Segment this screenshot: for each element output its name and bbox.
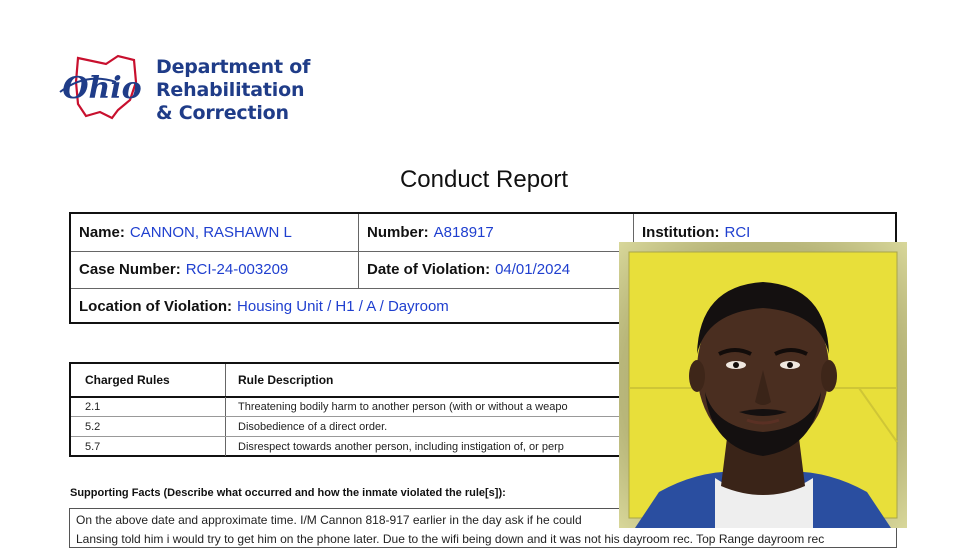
inmate-photo (619, 242, 907, 528)
department-name (156, 56, 310, 125)
supporting-facts-line-2: Lansing told him i would try to get him on the phone later. Due to the wifi being down and it was not his dayroom rec. Top Range dayroom rec (76, 532, 825, 546)
violation-date-value: 04/01/2024 (495, 261, 571, 278)
supporting-facts-label: Supporting Facts (Describe what occurred and how the inmate violated the rule[s]): (70, 487, 506, 499)
department-line-2: Rehabilitation (156, 79, 305, 101)
charged-rules-header: Charged Rules (71, 364, 226, 396)
supporting-facts-line-1: On the above date and approximate time. I/M Cannon 818-917 earlier in the day ask if he could (76, 513, 582, 527)
odrc-logo (56, 52, 316, 124)
case-number-cell (71, 251, 359, 288)
case-number-value: RCI-24-003209 (185, 261, 289, 278)
ohio-map-logo-icon (56, 52, 148, 122)
number-value: A818917 (433, 224, 494, 241)
violation-date-cell (359, 251, 634, 288)
rule-description: Disobedience of a direct order. (238, 420, 388, 433)
rule-description-header: Rule Description (238, 373, 334, 387)
department-line-1: Department of (156, 56, 311, 78)
rule-description: Disrespect towards another person, including instigation of, or perp (238, 440, 564, 453)
name-value: CANNON, RASHAWN L (129, 224, 292, 241)
name-label: Name: (79, 224, 125, 241)
name-cell (71, 214, 359, 251)
inmate-photo-illustration (619, 242, 907, 528)
location-value: Housing Unit / H1 / A / Dayroom (237, 297, 449, 315)
rule-number: 2.1 (71, 397, 226, 416)
logo-wordmark: Ohio (62, 71, 142, 106)
violation-date-label: Date of Violation: (367, 261, 491, 278)
document-title: Conduct Report (399, 166, 569, 193)
institution-label: Institution: (642, 224, 720, 241)
rule-number: 5.2 (71, 417, 226, 436)
department-line-3: & Correction (156, 102, 289, 124)
rule-number: 5.7 (71, 437, 226, 456)
institution-value: RCI (724, 224, 751, 241)
case-number-label: Case Number: (79, 261, 181, 278)
number-label: Number: (367, 224, 429, 241)
location-label: Location of Violation: (79, 297, 233, 315)
rule-description: Threatening bodily harm to another person (with or without a weapo (238, 400, 568, 413)
number-cell (359, 214, 634, 251)
